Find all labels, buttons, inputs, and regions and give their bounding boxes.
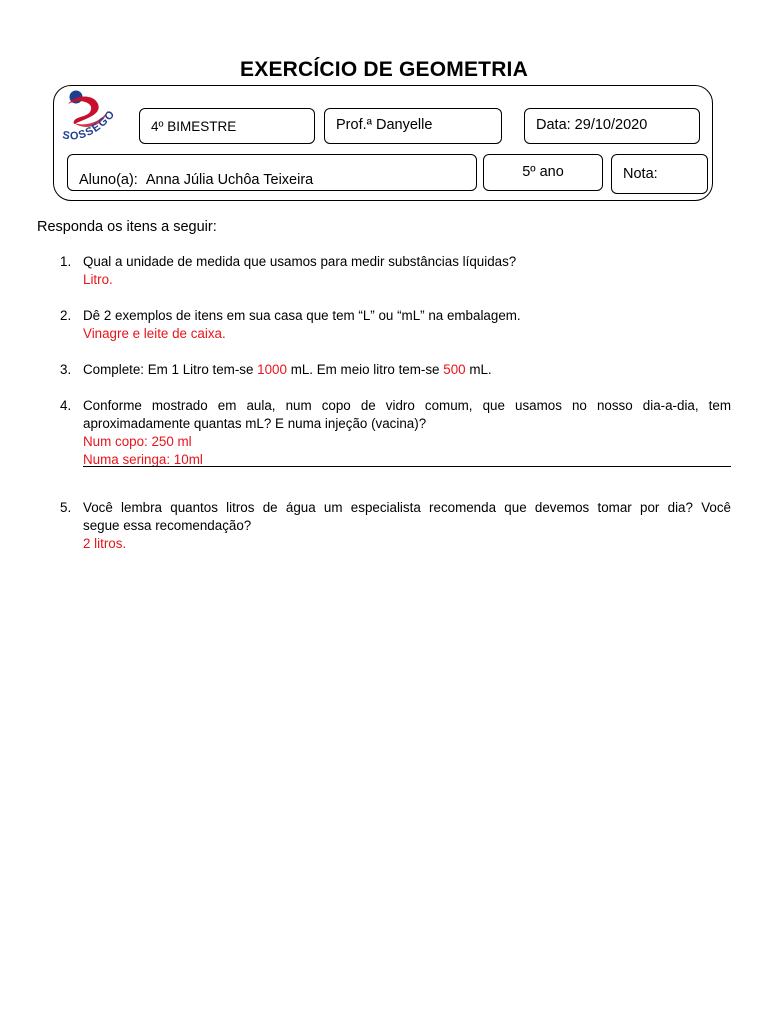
- answer-500: 500: [443, 362, 466, 377]
- answer-text: Vinagre e leite de caixa.: [83, 326, 226, 341]
- question-1: [60, 253, 731, 289]
- score-box: Nota:: [611, 154, 708, 194]
- question-2: [60, 307, 731, 343]
- bimestre-box: 4º BIMESTRE: [139, 108, 315, 144]
- question-text-part-3: mL.: [469, 362, 492, 377]
- instructions: Responda os itens a seguir:: [37, 219, 217, 235]
- answer-1000: 1000: [257, 362, 287, 377]
- question-number: 1.: [60, 254, 72, 269]
- date-box: Data: 29/10/2020: [524, 108, 700, 144]
- logo-swoosh: [68, 97, 99, 125]
- question-text-part-1: Complete: Em 1 Litro tem-se: [83, 362, 254, 377]
- question-text-line-2: segue essa recomendação?: [83, 518, 252, 533]
- school-logo: [58, 88, 128, 148]
- answer-text: Litro.: [83, 272, 113, 287]
- question-text: Dê 2 exemplos de itens em sua casa que tem “L” ou “mL” na embalagem.: [83, 308, 521, 323]
- page-title: EXERCÍCIO DE GEOMETRIA: [240, 58, 528, 81]
- question-4: [60, 397, 731, 469]
- grade-box: 5º ano: [483, 154, 603, 191]
- answer-text: 2 litros.: [83, 536, 127, 551]
- student-label: Aluno(a):: [79, 172, 138, 188]
- question-text-line-2: aproximadamente quantas mL? E numa injeção (vacina)?: [83, 416, 427, 431]
- student-box: [67, 154, 477, 191]
- question-3: [60, 361, 731, 379]
- question-5: [60, 499, 731, 553]
- question-text-line-1: Conforme mostrado em aula, num copo de vidro comum, que usamos no nosso dia-a-dia, tem: [83, 398, 731, 413]
- logo-text: SOSSEGO: [61, 108, 118, 143]
- question-text-line-1: Você lembra quantos litros de água um especialista recomenda que devemos tomar por dia? Você: [83, 500, 731, 515]
- question-text: Qual a unidade de medida que usamos para medir substâncias líquidas?: [83, 254, 517, 269]
- question-text-part-2: mL. Em meio litro tem-se: [290, 362, 440, 377]
- question-number: 3.: [60, 362, 72, 377]
- answer-underline: [83, 466, 731, 467]
- answer-cup: Num copo: 250 ml: [83, 434, 192, 449]
- answer-syringe: Numa seringa: 10ml: [83, 452, 203, 467]
- professor-box: Prof.ª Danyelle: [324, 108, 502, 144]
- question-number: 2.: [60, 308, 72, 323]
- student-name: Anna Júlia Uchôa Teixeira: [145, 172, 314, 188]
- question-number: 5.: [60, 500, 72, 515]
- question-number: 4.: [60, 398, 72, 413]
